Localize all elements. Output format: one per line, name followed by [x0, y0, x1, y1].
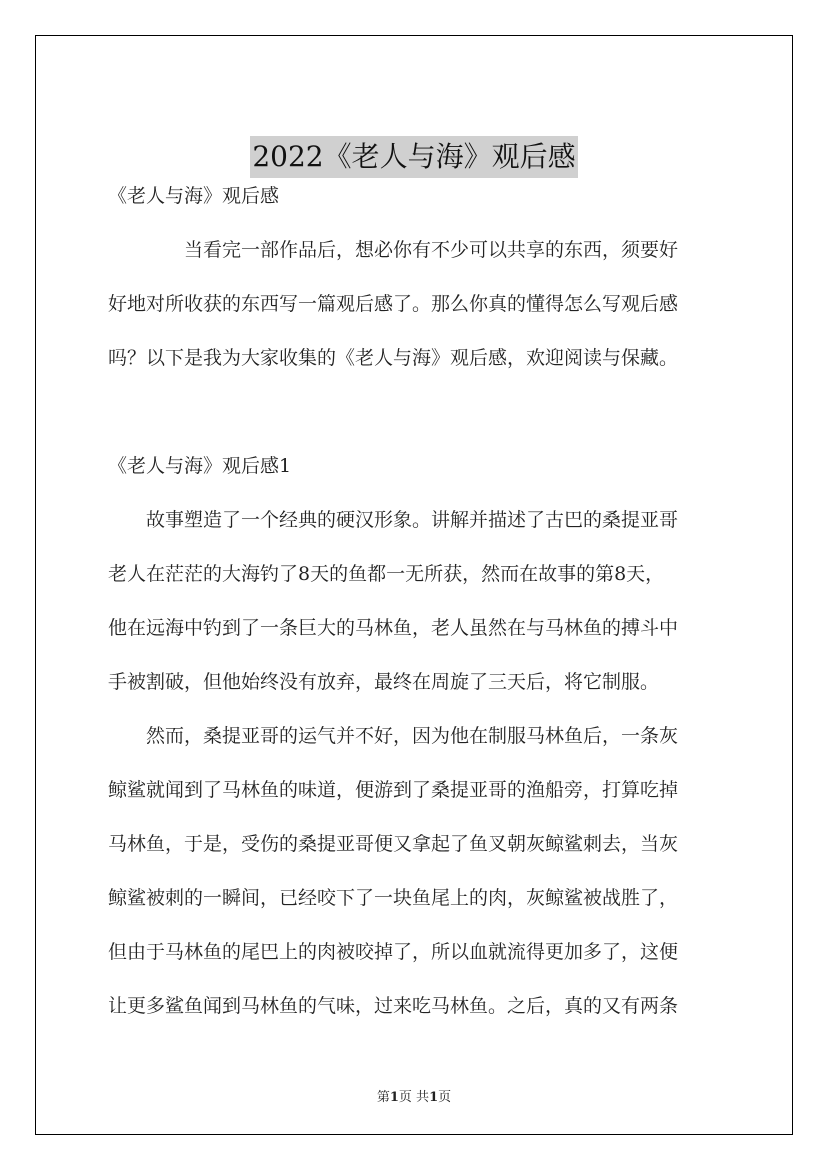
title-container [36, 136, 792, 178]
para2-line-5: 但由于马林鱼的尾巴上的肉被咬掉了，所以血就流得更加多了，这便 [108, 941, 679, 963]
para2-line-4: 鲸鲨被刺的一瞬间，已经咬下了一块鱼尾上的肉，灰鲸鲨被战胜了， [108, 887, 679, 909]
para2-line-2: 鲸鲨就闻到了马林鱼的味道，便游到了桑提亚哥的渔船旁，打算吃掉 [108, 779, 679, 801]
document-title: 2022《老人与海》观后感 [250, 136, 577, 178]
para1-line-4: 手被割破，但他始终没有放弃，最终在周旋了三天后，将它制服。 [108, 671, 660, 693]
para1-line-1: 故事塑造了一个经典的硬汉形象。讲解并描述了古巴的桑提亚哥 [146, 509, 679, 531]
intro-line-3: 吗？以下是我为大家收集的《老人与海》观后感，欢迎阅读与保藏。 [108, 347, 679, 369]
footer-page-suffix: 页 [438, 1090, 452, 1105]
footer-page-mid: 页 共 [398, 1090, 430, 1105]
intro-line-2: 好地对所收获的东西写一篇观后感了。那么你真的懂得怎么写观后感 [108, 293, 679, 315]
footer-page-prefix: 第 [376, 1090, 390, 1105]
para1-line-2: 老人在茫茫的大海钓了8天的鱼都一无所获，然而在故事的第8天， [108, 563, 665, 585]
footer-page-current: 1 [389, 1090, 399, 1105]
intro-line-1: 当看完一部作品后，想必你有不少可以共享的东西，须要好 [184, 239, 679, 261]
footer-page-total: 1 [429, 1090, 439, 1105]
para2-line-6: 让更多鲨鱼闻到马林鱼的气味，过来吃马林鱼。之后，真的又有两条 [108, 995, 679, 1017]
section-heading-2: 《老人与海》观后感1 [108, 455, 292, 477]
para1-line-3: 他在远海中钓到了一条巨大的马林鱼，老人虽然在与马林鱼的搏斗中 [108, 617, 679, 639]
para2-line-1: 然而，桑提亚哥的运气并不好，因为他在制服马林鱼后，一条灰 [146, 725, 679, 747]
document-page [35, 35, 793, 1135]
section-heading-1: 《老人与海》观后感 [108, 185, 280, 207]
page-footer [36, 1086, 792, 1105]
para2-line-3: 马林鱼，于是，受伤的桑提亚哥便又拿起了鱼叉朝灰鲸鲨刺去，当灰 [108, 833, 679, 855]
